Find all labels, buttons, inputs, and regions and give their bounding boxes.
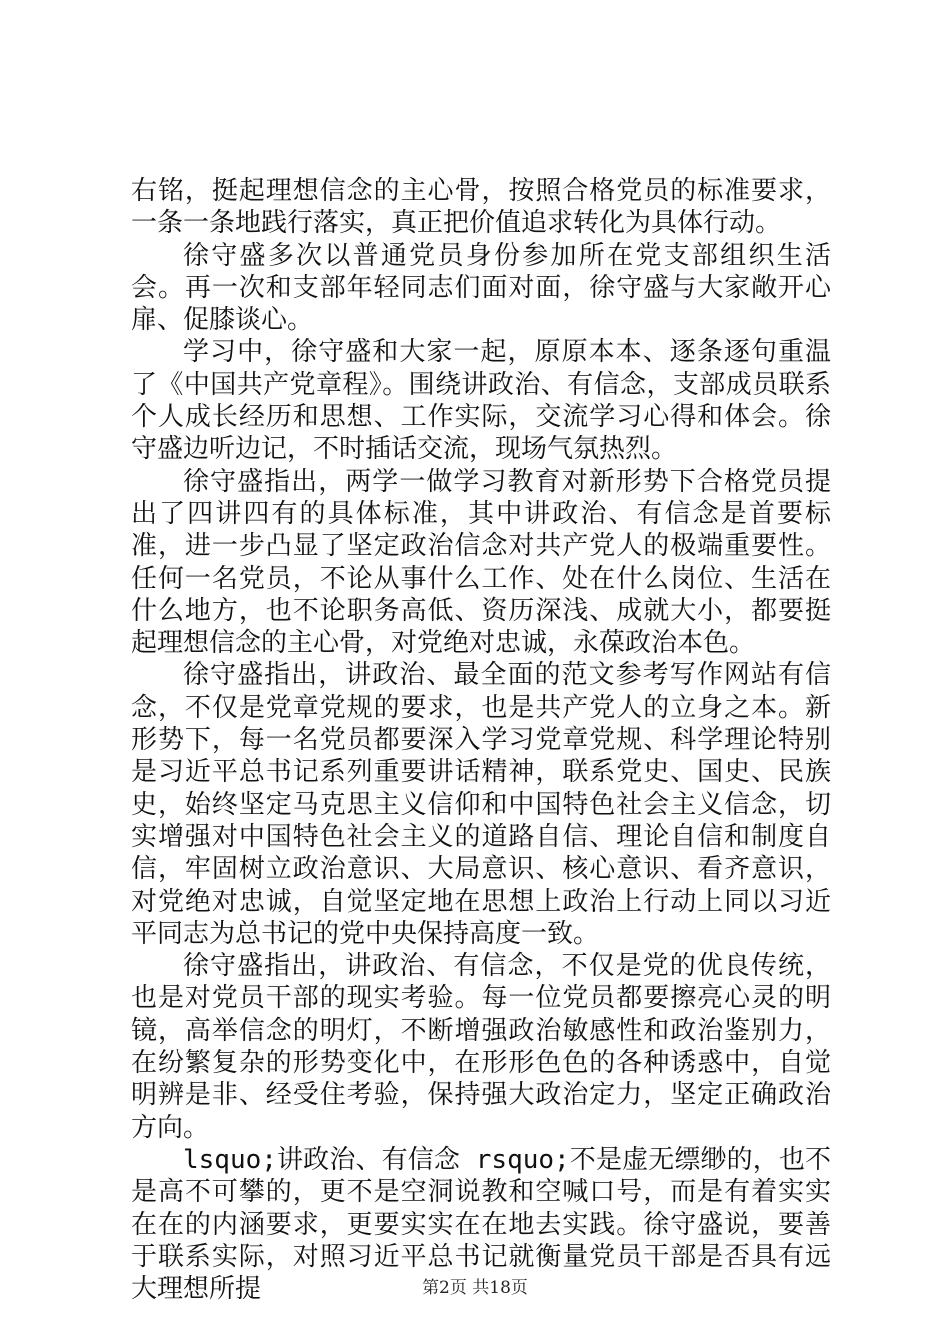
page-number-footer: 第2页 共18页 — [422, 1278, 528, 1298]
paragraph: lsquo;讲政治、有信念 rsquo;不是虚无缥缈的，也不是高不可攀的，更不是空洞说教和空喊口号，而是有着实实在在的内涵要求，更要实实在在地去实践。徐守盛说，要善于联系实际，对照习近平总书记就衡量党员干部是否具有远大理想所提 — [131, 1144, 831, 1305]
paragraph-continuation: 右铭，挺起理想信念的主心骨，按照合格党员的标准要求，一条一条地践行落实，真正把价值追求转化为具体行动。 — [131, 176, 831, 239]
paragraph: 学习中，徐守盛和大家一起，原原本本、逐条逐句重温了《中国共产党章程》。围绕讲政治、有信念，支部成员联系个人成长经历和思想、工作实际，交流学习心得和体会。徐守盛边听边记，不时插话交流，现场气氛热烈。 — [131, 337, 831, 465]
paragraph: 徐守盛指出，两学一做学习教育对新形势下合格党员提出了四讲四有的具体标准，其中讲政治、有信念是首要标准，进一步凸显了坚定政治信念对共产党人的极端重要性。任何一名党员，不论从事什么工作、处在什么岗位、生活在什么地方，也不论职务高低、资历深浅、成就大小，都要挺起理想信念的主心骨，对党绝对忠诚，永葆政治本色。 — [131, 466, 831, 659]
paragraph: 徐守盛指出，讲政治、最全面的范文参考写作网站有信念，不仅是党章党规的要求，也是共产党人的立身之本。新形势下，每一名党员都要深入学习党章党规、科学理论特别是习近平总书记系列重要讲话精神，联系党史、国史、民族史，始终坚定马克思主义信仰和中国特色社会主义信念，切实增强对中国特色社会主义的道路自信、理论自信和制度自信，牢固树立政治意识、大局意识、核心意识、看齐意识，对党绝对忠诚，自觉坚定地在思想上政治上行动上同以习近平同志为总书记的党中央保持高度一致。 — [131, 660, 831, 949]
paragraph: 徐守盛多次以普通党员身份参加所在党支部组织生活会。再一次和支部年轻同志们面对面，徐守盛与大家敞开心扉、促膝谈心。 — [131, 240, 831, 336]
document-body — [131, 175, 831, 1305]
paragraph: 徐守盛指出，讲政治、有信念，不仅是党的优良传统，也是对党员干部的现实考验。每一位党员都要擦亮心灵的明镜，高举信念的明灯，不断增强政治敏感性和政治鉴别力，在纷繁复杂的形势变化中，在形形色色的各种诱惑中，自觉明辨是非、经受住考验，保持强大政治定力，坚定正确政治方向。 — [131, 951, 831, 1143]
